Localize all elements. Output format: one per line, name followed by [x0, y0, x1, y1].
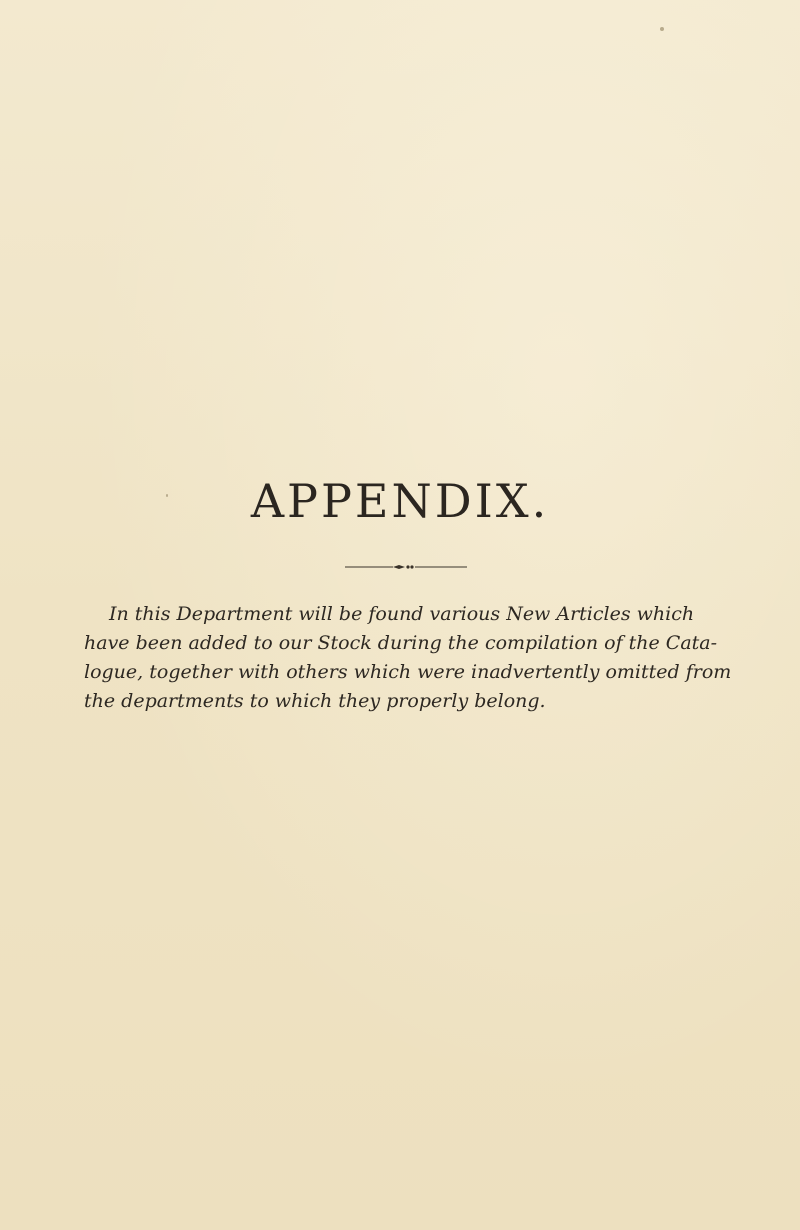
- intro-line: logue, together with others which were inadvertently omitted from: [84, 661, 732, 683]
- intro-line: the departments to which they properly belong.: [84, 690, 546, 712]
- divider-ornament: [345, 562, 467, 572]
- appendix-heading: APPENDIX.: [250, 474, 550, 528]
- intro-line: In this Department will be found various New Articles which: [109, 603, 695, 625]
- paper-speck: [660, 27, 664, 31]
- appendix-intro-paragraph: [84, 600, 744, 716]
- intro-line: have been added to our Stock during the compilation of the Cata-: [84, 632, 718, 654]
